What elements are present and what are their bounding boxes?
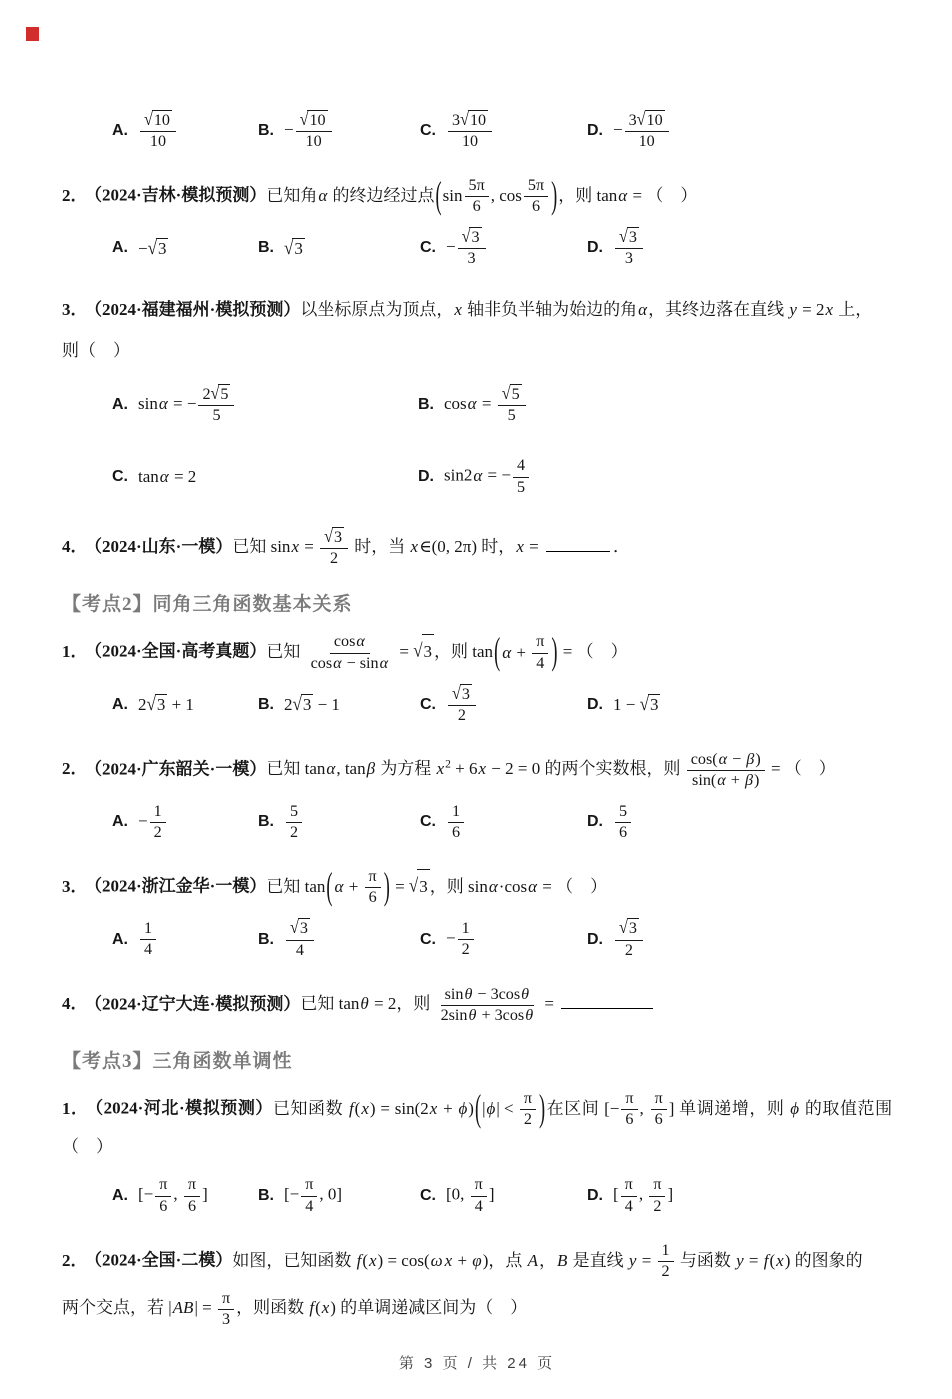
k2-question3-stem [62,867,892,908]
red-corner-mark [26,27,39,41]
k2-question3-options-row [62,917,892,963]
option-value: − √ 3 [138,237,167,259]
option-d [587,227,892,269]
question-text: 以坐标原点为顶点，x 轴非负半轴为始边的角α，其终边落在直线 y = 2x 上， [300,300,873,320]
option-label: A. [112,239,128,257]
option-label: A. [112,396,128,414]
option-label: B. [258,930,274,948]
question-number: 3． [62,300,88,320]
option-c [420,802,587,843]
option-label: D. [418,468,434,486]
question-text: 两个交点，若 |AB| = $\frac{\pi}{3}$ ，则函数 f(x) 的单调递减区间为（ ） [62,1289,528,1328]
section-title-kaodian2: 【考点2】同角三角函数基本关系 [62,594,353,616]
question4-stem [62,527,892,569]
question-source: （2024·浙江金华·一模） [93,876,267,896]
option-label: B. [258,695,274,713]
option-a [112,238,258,259]
option-value: [0, $\frac{\pi}{4}$ ] [446,1176,495,1215]
question-text: 已知 tan ( α + $\frac{\pi}{6}$ ) = √ 3 ，则 sinα·cosα = （ ） [266,865,608,907]
option-value: $\frac{1}{6}$ [446,802,466,843]
option-label: B. [418,396,434,414]
option-c [420,684,587,726]
question2-stem [62,176,892,217]
k3-question2-stem [62,1241,892,1282]
option-label: A. [112,813,128,831]
k2-question1-options-row [62,682,892,728]
option-c [420,227,587,269]
question-source: （2024·山东·一模） [93,537,233,557]
option-label: C. [420,122,436,139]
option-d [587,1175,892,1216]
question-number: 2． [62,759,88,779]
option-label: B. [258,239,274,257]
option-value: $\frac{1}{4}$ [138,919,158,960]
option-label: D. [587,239,603,257]
k3-question1-options-row [62,1173,892,1219]
option-value: − $\frac{1}{2}$ [446,919,476,960]
question3-stem-line2 [62,334,892,369]
question-text: 则（ ） [62,341,130,361]
option-label: D. [587,813,603,831]
question-source: （2024·辽宁大连·模拟预测） [93,994,301,1014]
question-source: （2024·广东韶关·一模） [93,759,267,779]
option-b [418,384,892,426]
option-d [587,110,892,152]
question-number: 4． [62,537,88,557]
question2-options-row [62,225,892,271]
option-value: √ 10 10 [138,110,178,152]
option-label: D. [587,122,603,139]
option-label: C. [420,813,436,831]
option-label: C. [420,1187,436,1205]
option-b [258,238,420,259]
k3-question2-stem-line2 [62,1289,892,1330]
option-label: D. [587,695,603,713]
question-source: （2024·河北·模拟预测） [94,1098,273,1118]
option-value: $\frac{5}{2}$ [284,802,304,843]
option-value: [ $\frac{\pi}{4}$ , $\frac{\pi}{2}$ ] [613,1176,674,1215]
option-label: C. [420,239,436,257]
section-title-kaodian3: 【考点3】三角函数单调性 [62,1050,293,1072]
option-value: √ 3 2 [446,684,478,726]
option-a [112,1175,258,1216]
option-c [420,919,587,960]
question-number: 3． [62,876,88,896]
page-footer: 第 3 页 / 共 24 页 [398,1354,556,1372]
option-value: − $\frac{1}{2}$ [138,802,168,843]
option-b [258,918,420,960]
option-value: 3 √ 10 10 [446,110,494,152]
option-value: cosα = √ 5 5 [444,384,528,426]
option-value: √ 3 4 [284,918,316,960]
option-label: B. [258,122,274,139]
question-source: （2024·福建福州·模拟预测） [93,300,301,320]
question-number: 2． [62,185,88,205]
option-label: A. [112,1187,128,1205]
option-value: 2 √ 3 + 1 [138,693,194,715]
option-d [418,456,892,497]
question-number: 1． [62,1098,89,1118]
option-value: √ 3 [284,237,303,259]
option-d [587,918,892,960]
option-value: − √ 10 10 [284,110,334,152]
question-number: 2． [62,1250,88,1270]
option-label: C. [420,695,436,713]
option-value: √ 3 2 [613,918,645,960]
option-label: B. [258,813,274,831]
option-a [112,110,258,152]
k2-question2-options-row [62,799,892,845]
option-b [258,802,420,843]
option-b [258,694,420,715]
option-label: A. [112,930,128,948]
option-a [112,384,418,426]
option-label: D. [587,930,603,948]
question-text: 已知函数 f(x) = sin(2x + ϕ) ( | ϕ | < $\frac{\pi}{2}$ ) 在区间 [− $\frac{\pi}{6}$ , $\frac{\pi}{6}$ ] 单调递增，则 ϕ 的取值范围（ ） [62,1087,893,1157]
option-a [112,694,258,715]
k2-question4-stem [62,985,892,1026]
k2-question1-stem [62,632,892,673]
option-label: C. [112,468,128,486]
option-d [587,694,892,715]
option-label: B. [258,1187,274,1205]
option-a [112,919,258,960]
option-value: 1 − √ 3 [613,693,659,715]
question-number: 1． [62,642,88,662]
question-text: 已知 sinx = √ 3 2 时，当 x∈(0, 2π) 时，x = ． [232,527,630,568]
option-b [258,110,420,152]
option-b [258,1175,420,1216]
question-text: 已知角α 的终边经过点 ( sin $\frac{5\pi}{6}$ , cos $\frac{5\pi}{6}$ ) ，则 tanα = （ ） [266,174,698,216]
option-d [587,802,892,843]
option-c [420,1175,587,1216]
option-a [112,802,258,843]
k2-question2-stem [62,750,892,791]
question-text: 如图，已知函数 f(x) = cos(ω x + φ)，点 A，B 是直线 y = $\frac{1}{2}$ 与函数 y = f(x) 的图象的 [232,1242,863,1281]
k3-question1-stem [62,1089,892,1165]
question1-options-row [62,108,892,154]
question3-options-row-ab [62,377,892,433]
question-source: （2024·吉林·模拟预测） [93,185,267,205]
option-value: [− $\frac{\pi}{4}$ , 0] [284,1176,343,1215]
option-value: − √ 3 3 [446,227,488,269]
question3-options-row-cd [62,449,892,505]
option-c [112,467,418,487]
option-value: [− $\frac{\pi}{6}$ , $\frac{\pi}{6}$ ] [138,1176,208,1215]
question-source: （2024·全国·二模） [93,1250,233,1270]
option-label: C. [420,930,436,948]
question-text: 已知 $\frac{\cos\alpha}{\cos\alpha - \sin\alpha}$ = √ 3 ，则 tan ( α + $\frac{\pi}{4}$ ) = （ ） [266,630,628,672]
option-label: D. [587,1187,603,1205]
question-source: （2024·全国·高考真题） [93,642,267,662]
question-number: 4． [62,994,88,1014]
question3-stem [62,293,892,328]
option-label: A. [112,695,128,713]
option-value: tanα = 2 [138,467,197,487]
option-label: A. [112,122,128,139]
question-text: 已知 tanθ = 2，则 $\frac{\sin\theta - 3\cos\theta}{2\sin\theta + 3\cos\theta}$ = [300,994,656,1013]
option-value: sinα = − 2 √ 5 5 [138,384,236,426]
option-value: $\frac{5}{6}$ [613,802,633,843]
question-text: 已知 tanα, tanβ 为方程 $x^2 + 6x - 2 = 0$ 的两个实数根，则 $\frac{\cos(\alpha - \beta)}{\sin(\alpha + \beta)}$ = （ ） [266,750,836,789]
option-value: 2 √ 3 − 1 [284,693,340,715]
option-value: sin2α = − $\frac{4}{5}$ [444,456,531,497]
option-value: √ 3 3 [613,227,645,269]
option-value: − 3 √ 10 10 [613,110,671,152]
option-c [420,110,587,152]
